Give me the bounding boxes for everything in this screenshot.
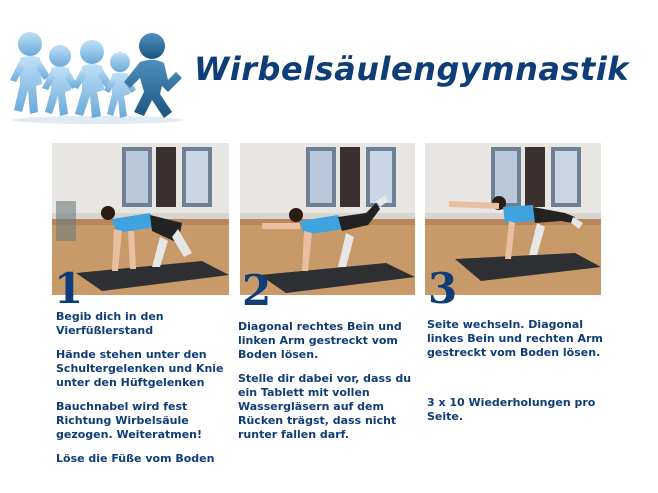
step-number-1: 1 [54, 264, 84, 313]
step-text-1 [56, 310, 226, 476]
step-3-paragraph-1: Seite wechseln. Diagonal linkes Bein und rechten Arm gestreckt vom Boden lösen. [427, 318, 603, 359]
step-2-paragraph-1: Diagonal rechtes Bein und linken Arm gestreckt vom Boden lösen. [238, 320, 402, 361]
step-1-paragraph-2: Hände stehen unter den Schultergelenken und Knie unter den Hüftgelenken [56, 348, 224, 389]
running-figures-logo [8, 28, 186, 124]
step-1-paragraph-4: Löse die Füße vom Boden [56, 452, 215, 465]
step-1-paragraph-1: Begib dich in den Vierfüßlerstand [56, 310, 164, 337]
step-2-paragraph-2: Stelle dir dabei vor, dass du ein Tablett mit vollen Wassergläsern auf dem Rücken trägst, dass nicht runter fallen darf. [238, 372, 412, 441]
step-text-2 [238, 320, 416, 452]
step-number-2: 2 [242, 266, 272, 315]
page-title: Wirbelsäulengymnastik [194, 50, 630, 88]
step-text-3 [427, 318, 605, 434]
step-number-3: 3 [428, 264, 458, 313]
step-3-paragraph-2: 3 x 10 Wiederholungen pro Seite. [427, 396, 596, 423]
step-1-paragraph-3: Bauchnabel wird fest Richtung Wirbelsäule gezogen. Weiteratmen! [56, 400, 203, 441]
